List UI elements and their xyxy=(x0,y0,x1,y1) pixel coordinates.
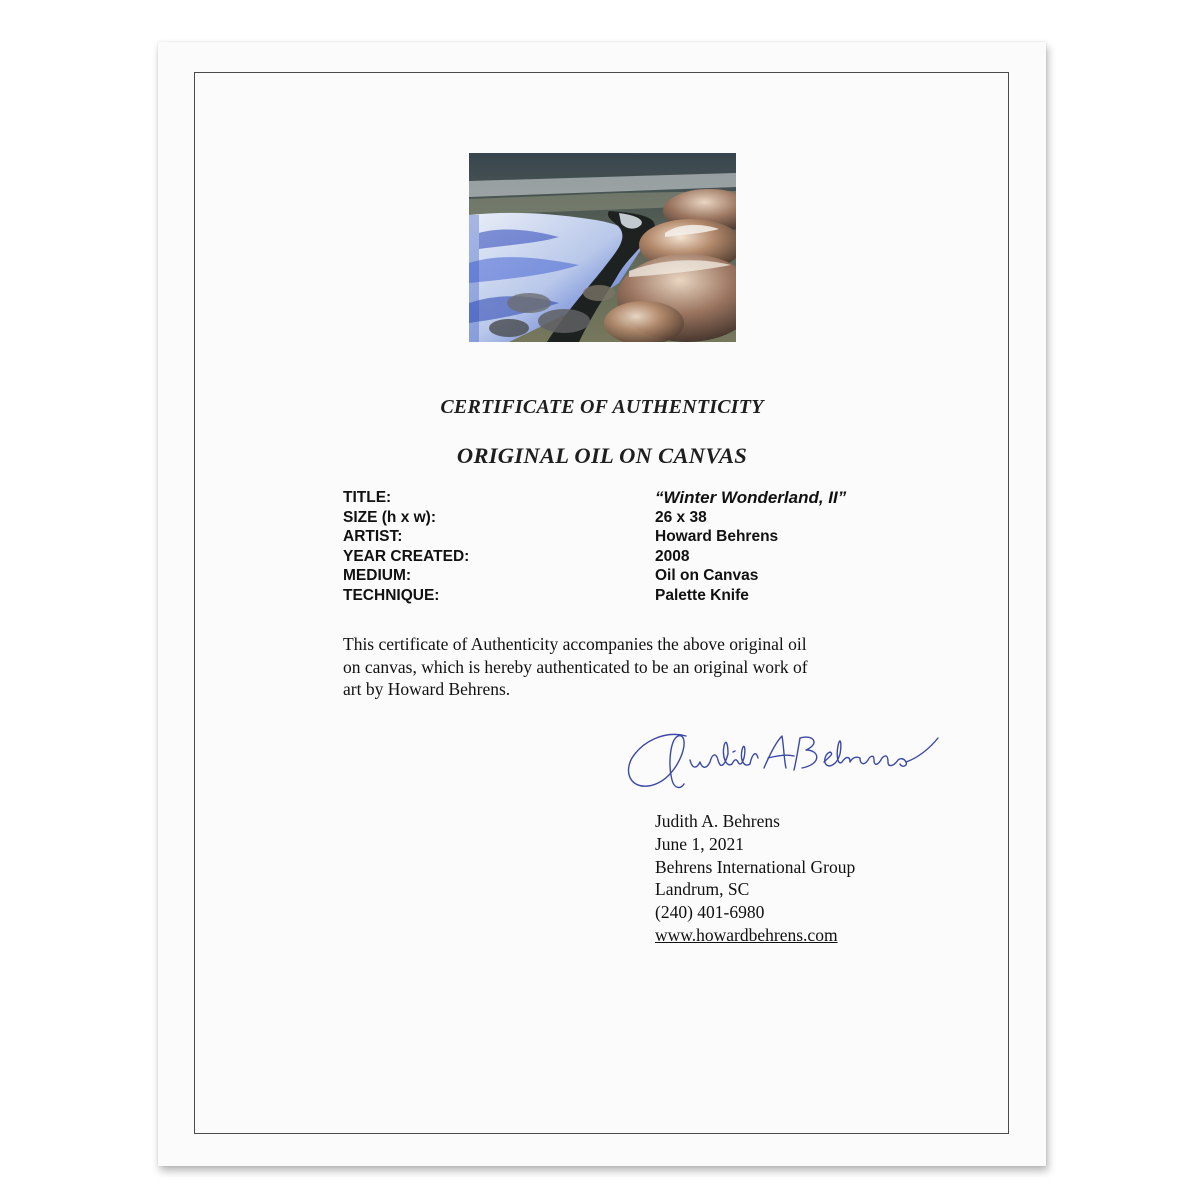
detail-row-size xyxy=(343,508,943,528)
signer-phone: (240) 401-6980 xyxy=(655,902,765,923)
detail-label: ARTIST: xyxy=(343,528,403,546)
detail-value: Oil on Canvas xyxy=(655,567,759,585)
detail-row-year xyxy=(343,547,943,567)
statement-line: This certificate of Authenticity accompanies the above original oil xyxy=(343,634,807,654)
detail-value: 26 x 38 xyxy=(655,508,707,526)
detail-label: MEDIUM: xyxy=(343,567,412,585)
detail-row-title xyxy=(343,488,943,508)
certificate-heading: CERTIFICATE OF AUTHENTICITY xyxy=(440,396,764,418)
detail-row-medium xyxy=(343,566,943,586)
detail-label: YEAR CREATED: xyxy=(343,547,470,565)
signer-location: Landrum, SC xyxy=(655,879,750,900)
signer-date: June 1, 2021 xyxy=(655,833,744,854)
painting-thumbnail xyxy=(469,153,736,342)
detail-label: TECHNIQUE: xyxy=(343,586,440,604)
detail-row-technique xyxy=(343,586,943,606)
statement-line: art by Howard Behrens. xyxy=(343,679,511,699)
detail-label: TITLE: xyxy=(343,489,392,506)
signer-name: Judith A. Behrens xyxy=(655,811,780,831)
certificate-sheet xyxy=(158,42,1046,1166)
handwritten-signature xyxy=(624,724,944,796)
signer-website-link[interactable]: www.howardbehrens.com xyxy=(655,924,838,945)
artwork-details xyxy=(343,488,943,606)
detail-value: Howard Behrens xyxy=(655,528,779,546)
detail-value: 2008 xyxy=(655,547,690,565)
detail-value: “Winter Wonderland, II” xyxy=(655,488,847,507)
signer-block xyxy=(655,810,855,947)
detail-value: Palette Knife xyxy=(655,586,749,604)
signer-organization: Behrens International Group xyxy=(655,856,856,877)
detail-label: SIZE (h x w): xyxy=(343,508,436,526)
authenticity-statement xyxy=(343,633,928,701)
statement-line: on canvas, which is hereby authenticated to be an original work of xyxy=(343,656,808,677)
detail-row-artist xyxy=(343,527,943,547)
certificate-subheading: ORIGINAL OIL ON CANVAS xyxy=(456,443,748,468)
